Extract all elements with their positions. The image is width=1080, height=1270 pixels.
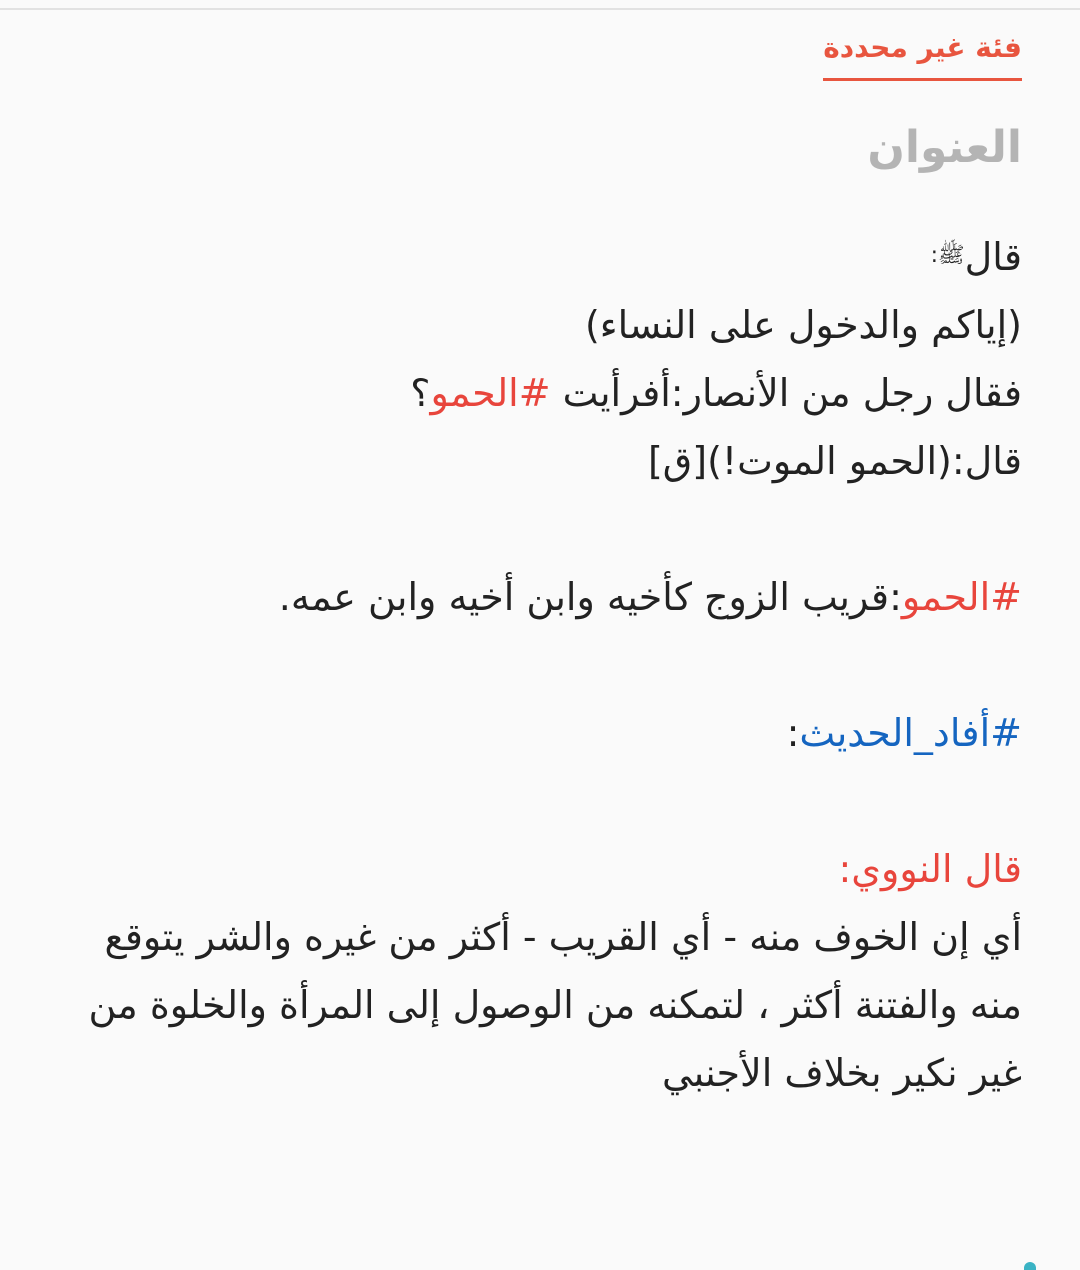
body-line [57, 563, 1022, 631]
note-title[interactable]: العنوان [867, 122, 1022, 173]
body-text-segment: : [786, 711, 800, 755]
body-line [57, 699, 1022, 767]
blank-line [57, 495, 1022, 563]
hashtag-link[interactable]: #الحمو [901, 575, 1022, 619]
hashtag-link[interactable]: #أفاد_الحديث [799, 711, 1022, 755]
body-text-segment: فقال رجل من الأنصار:أفرأيت [550, 371, 1022, 415]
body-text-segment: :قريب الزوج كأخيه وابن أخيه وابن عمه. [278, 575, 902, 619]
scroll-handle[interactable] [1024, 1262, 1036, 1270]
body-line [57, 222, 1022, 291]
hashtag-link[interactable]: #الحمو [430, 371, 551, 415]
category-label[interactable]: فئة غير محددة [823, 28, 1022, 81]
body-line: قال:(الحمو الموت!)[ق] [647, 439, 1022, 483]
body-paragraph: أي إن الخوف منه - أي القريب - أكثر من غيره والشر يتوقع منه والفتنة أكثر ، لتمكنه من الوصول إلى المرأة والخلوة من غير نكير بخلاف الأجنبي [88, 915, 1022, 1095]
top-divider [0, 8, 1080, 10]
salawat-glyph: ﷺ: [930, 243, 965, 268]
blank-line [57, 767, 1022, 835]
body-line [57, 359, 1022, 427]
body-line: (إياكم والدخول على النساء) [584, 303, 1022, 347]
body-text-segment: قال [964, 235, 1022, 279]
body-text-segment: ؟ [410, 371, 431, 415]
note-body[interactable] [57, 222, 1022, 1107]
blank-line [57, 631, 1022, 699]
body-heading: قال النووي: [838, 847, 1022, 891]
